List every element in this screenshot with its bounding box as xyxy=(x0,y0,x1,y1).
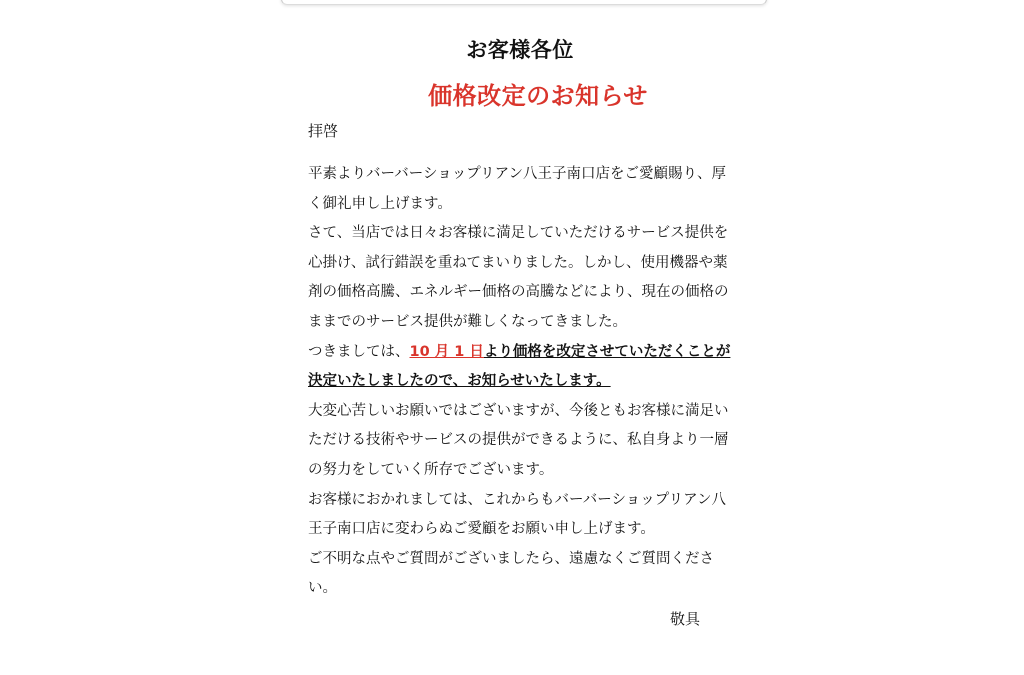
paragraph-contact: ご不明な点やご質問がございましたら、遠慮なくご質問ください。 xyxy=(308,550,714,597)
announcement-lead: つきましては、 xyxy=(308,343,410,360)
paragraph-request: お客様におかれましては、これからもバーバーショップリアン八王子南口店に変わらぬご愛顧をお願い申し上げます。 xyxy=(308,491,727,538)
announcement-emphasis: より価格を改定させていただくことが決定いたしましたので、お知らせいたします。 xyxy=(308,343,731,390)
notice-title: 価格改定のお知らせ xyxy=(428,82,648,110)
paragraph-apology: 大変心苦しいお願いではございますが、今後ともお客様に満足いただける技術やサービスの提供ができるように、私自身より一層の努力をしていく所存でございます。 xyxy=(308,402,729,478)
page-edge xyxy=(281,0,767,5)
paragraph-greeting: 平素よりバーバーショップリアン八王子南口店をご愛顧賜り、厚く御礼申し上げます。 xyxy=(308,166,727,212)
opening-word: 拝啓 xyxy=(308,122,339,140)
effective-date: 10 月 1 日 xyxy=(409,343,484,360)
salutation-heading: お客様各位 xyxy=(466,37,574,62)
closing-word: 敬具 xyxy=(670,610,701,628)
notice-body xyxy=(308,160,738,604)
paragraph-announcement xyxy=(308,338,738,397)
paragraph-situation: さて、当店では日々お客様に満足していただけるサービス提供を心掛け、試行錯誤を重ねてまいりました。しかし、使用機器や薬剤の価格高騰、エネルギー価格の高騰などにより、現在の価格のままでのサービス提供が難しくなってきました。 xyxy=(308,225,729,330)
